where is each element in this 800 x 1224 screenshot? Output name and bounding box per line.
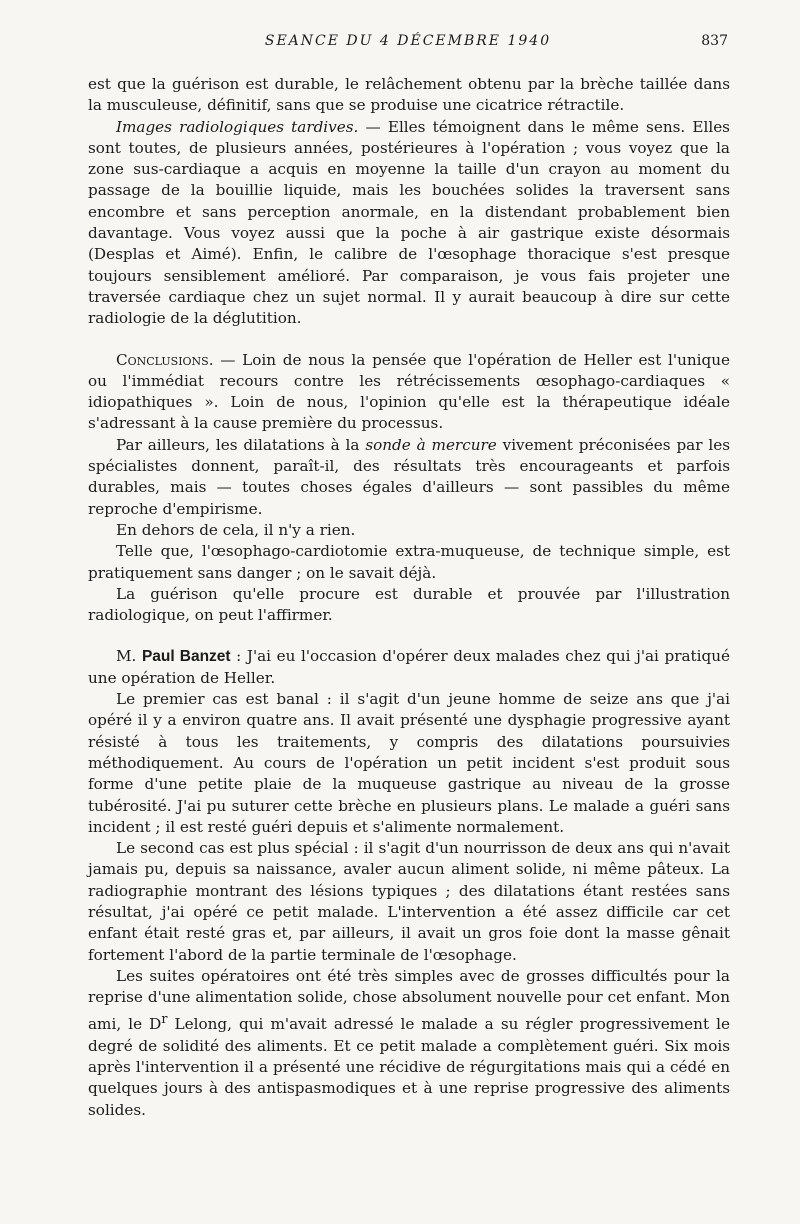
paragraph <box>88 646 730 689</box>
paragraph-text: — Loin de nous la pensée que l'opération de Heller est l'unique ou l'immédiat recours contre les rétrécissements œsophago-cardiaques « idiopathiques ». Loin de nous, l'opinion qu'elle est la thérapeutique idéale s'adressant à la cause première du processus. <box>88 350 730 433</box>
paragraph-text: Lelong, qui m'avait adressé le malade a su régler progressivement le degré de solidité des aliments. Et ce petit malade a complètement guéri. Six mois après l'intervention il a présenté une récidive de régurgitations mais qui a cédé en quelques jours à des antispasmodiques et à une reprise progressive des aliments solides. <box>88 1015 730 1119</box>
paragraph <box>88 117 730 330</box>
section-heading: Images radiologiques tardives. <box>116 117 359 136</box>
paragraph-text: Le premier cas est banal : il s'agit d'un jeune homme de seize ans que j'ai opéré il y a environ quatre ans. Il avait présenté une dysphagie progressive ayant résisté à tous les traitements, y compris des dilatations poursuivies méthodiquement. Au cours de l'opération un petit incident s'est produit sous forme d'une petite plaie de la muqueuse gastrique au niveau de la grosse tubérosité. J'ai pu suturer cette brèche en plusieurs plans. Le malade a guéri sans incident ; il est resté guéri depuis et s'alimente normalement. <box>88 690 730 836</box>
body-text <box>88 74 730 1121</box>
paragraph <box>88 584 730 627</box>
section-heading: Conclusions. <box>116 350 214 369</box>
paragraph <box>88 435 730 520</box>
paragraph-text: Les suites opératoires ont été très simples avec de grosses difficultés pour la reprise d'une alimentation solide, chose absolument nouvelle pour cet enfant. Mon ami, le D <box>88 966 730 1034</box>
paragraph <box>88 541 730 584</box>
paragraph-text: En dehors de cela, il n'y a rien. <box>116 520 356 539</box>
superscript: r <box>161 1011 168 1027</box>
speaker-name: Paul Banzet <box>141 648 231 666</box>
page-number: 837 <box>701 33 728 49</box>
paragraph-text: La guérison qu'elle procure est durable et prouvée par l'illustration radiologique, on peut l'affirmer. <box>88 584 730 625</box>
speaker-prefix: M. <box>116 647 142 666</box>
paragraph-text: Le second cas est plus spécial : il s'agit d'un nourrisson de deux ans qui n'avait jamais pu, depuis sa naissance, avaler aucun aliment solide, ni même pâteux. La radiographie montrant des lésions typiques ; des dilatations étant restées sans résultat, j'ai opéré ce petit malade. L'intervention a été assez difficile car cet enfant était resté gras et, par ailleurs, il avait un gros foie dont la masse gênait fortement l'abord de la partie terminale de l'œsophage. <box>88 839 730 964</box>
paragraph <box>88 966 730 1121</box>
paragraph <box>88 689 730 838</box>
paragraph-text: Par ailleurs, les dilatations à la <box>116 435 366 454</box>
paragraph-text: est que la guérison est durable, le relâchement obtenu par la brèche taillée dans la musculeuse, définitif, sans que se produise une cicatrice rétractile. <box>88 75 730 115</box>
running-title: SEANCE DU 4 DÉCEMBRE 1940 <box>264 33 552 49</box>
paragraph-text: — Elles témoignent dans le même sens. Elles sont toutes, de plusieurs années, postérieures à l'opération ; vous voyez que la zone sus-cardiaque a acquis en moyenne la taille d'un crayon au moment du passage de la bouillie liquide, mais les bouchées solides la traversent sans encombre et sans perception anormale, en la distendant probablement bien davantage. Vous voyez aussi que la poche à air gastrique existe désormais (Desplas et Aimé). Enfin, le calibre de l'œsophage thoracique s'est presque toujours sensiblement amélioré. Par comparaison, je vous fais projeter une traversée cardiaque chez un sujet normal. Il y aurait beaucoup à dire sur cette radiologie de la déglutition. <box>88 117 730 328</box>
emphasis-text: sonde à mercure <box>365 435 497 454</box>
paragraph-text: vivement préconisées par les spécialistes donnent, paraît-il, des résultats très encourageants et parfois durables, mais — toutes choses égales d'ailleurs — sont passibles du même reproche d'empirisme. <box>88 435 731 518</box>
paragraph <box>88 74 730 117</box>
running-head <box>88 33 728 53</box>
paragraph <box>88 350 730 435</box>
paragraph <box>88 838 730 966</box>
paragraph-text: : J'ai eu l'occasion d'opérer deux malades chez qui j'ai pratiqué une opération de Heller. <box>88 647 730 687</box>
paragraph <box>88 520 730 541</box>
paragraph-text: Telle que, l'œsophago-cardiotomie extra-muqueuse, de technique simple, est pratiquement sans danger ; on le savait déjà. <box>88 542 730 582</box>
